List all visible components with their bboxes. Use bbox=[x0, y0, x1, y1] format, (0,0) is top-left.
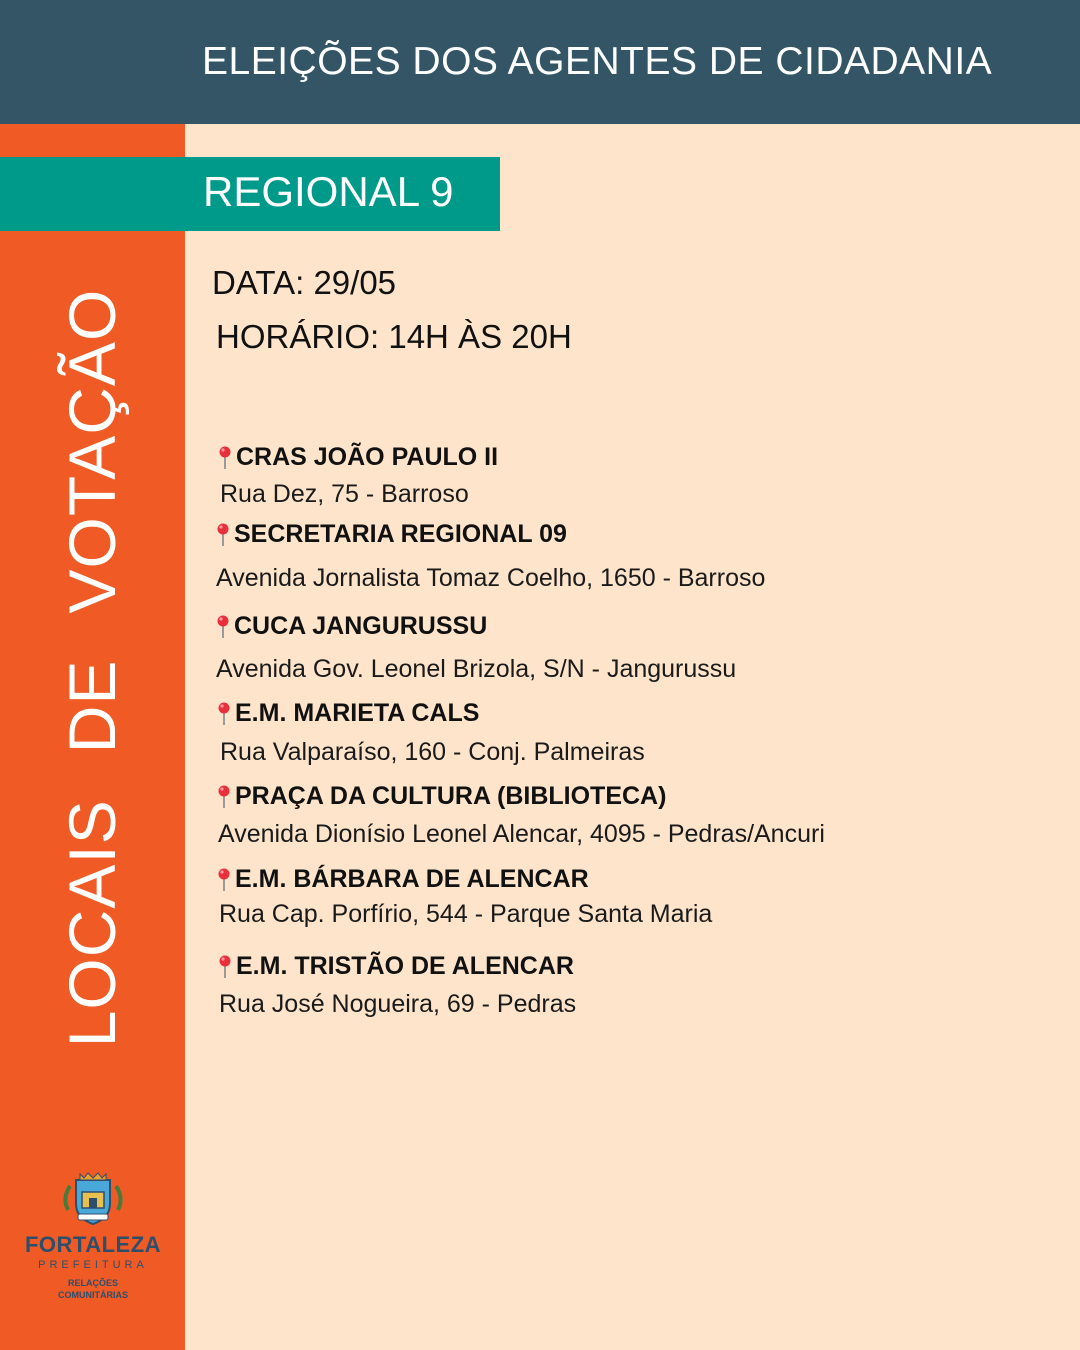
city-coat-of-arms-icon bbox=[58, 1170, 128, 1228]
location-name bbox=[217, 865, 589, 894]
logo-subtitle: PREFEITURA bbox=[38, 1259, 148, 1271]
location-name bbox=[218, 952, 574, 981]
location-name bbox=[218, 443, 498, 472]
location-name bbox=[216, 612, 487, 641]
time-line: HORÁRIO: 14H ÀS 20H bbox=[216, 318, 572, 355]
page-title: ELEIÇÕES DOS AGENTES DE CIDADANIA bbox=[202, 40, 993, 83]
location-name-text: PRAÇA DA CULTURA (BIBLIOTECA) bbox=[235, 782, 667, 810]
location-name-text: CUCA JANGURUSSU bbox=[234, 612, 488, 640]
location-address: Avenida Gov. Leonel Brizola, S/N - Jangurussu bbox=[216, 655, 737, 683]
date-line: DATA: 29/05 bbox=[212, 264, 397, 301]
location-name-text: CRAS JOÃO PAULO II bbox=[236, 443, 499, 471]
location-name-text: E.M. BÁRBARA DE ALENCAR bbox=[235, 865, 589, 893]
sidebar-word-locais: LOCAIS bbox=[55, 799, 129, 1048]
location-name-text: E.M. TRISTÃO DE ALENCAR bbox=[236, 952, 574, 980]
round-pushpin-icon bbox=[217, 702, 231, 726]
logo-city-name: FORTALEZA bbox=[24, 1232, 162, 1257]
sidebar-word-votacao: VOTAÇÃO bbox=[55, 288, 129, 614]
round-pushpin-icon bbox=[216, 615, 230, 639]
fortaleza-logo bbox=[14, 1170, 172, 1310]
location-address: Rua Valparaíso, 160 - Conj. Palmeiras bbox=[220, 738, 645, 766]
logo-department-line: COMUNITÁRIAS bbox=[58, 1290, 128, 1300]
location-name-text: E.M. MARIETA CALS bbox=[235, 699, 480, 727]
location-address: Rua Dez, 75 - Barroso bbox=[220, 480, 469, 508]
regional-label: REGIONAL 9 bbox=[203, 168, 454, 215]
location-name bbox=[217, 699, 479, 728]
round-pushpin-icon bbox=[217, 785, 231, 809]
location-name bbox=[216, 520, 567, 549]
round-pushpin-icon bbox=[216, 523, 230, 547]
round-pushpin-icon bbox=[217, 868, 231, 892]
round-pushpin-icon bbox=[218, 446, 232, 470]
location-address: Avenida Dionísio Leonel Alencar, 4095 - Pedras/Ancuri bbox=[218, 820, 825, 848]
location-address: Avenida Jornalista Tomaz Coelho, 1650 - Barroso bbox=[216, 564, 766, 592]
logo-department-line: RELAÇÕES bbox=[67, 1278, 118, 1288]
sidebar-vertical-title bbox=[54, 289, 130, 1048]
logo-department bbox=[14, 1277, 172, 1301]
round-pushpin-icon bbox=[218, 955, 232, 979]
sidebar-word-de: DE bbox=[55, 659, 129, 754]
location-address: Rua Cap. Porfírio, 544 - Parque Santa Maria bbox=[219, 900, 713, 928]
location-name-text: SECRETARIA REGIONAL 09 bbox=[234, 520, 567, 548]
location-name bbox=[217, 782, 666, 811]
location-address: Rua José Nogueira, 69 - Pedras bbox=[219, 990, 577, 1018]
